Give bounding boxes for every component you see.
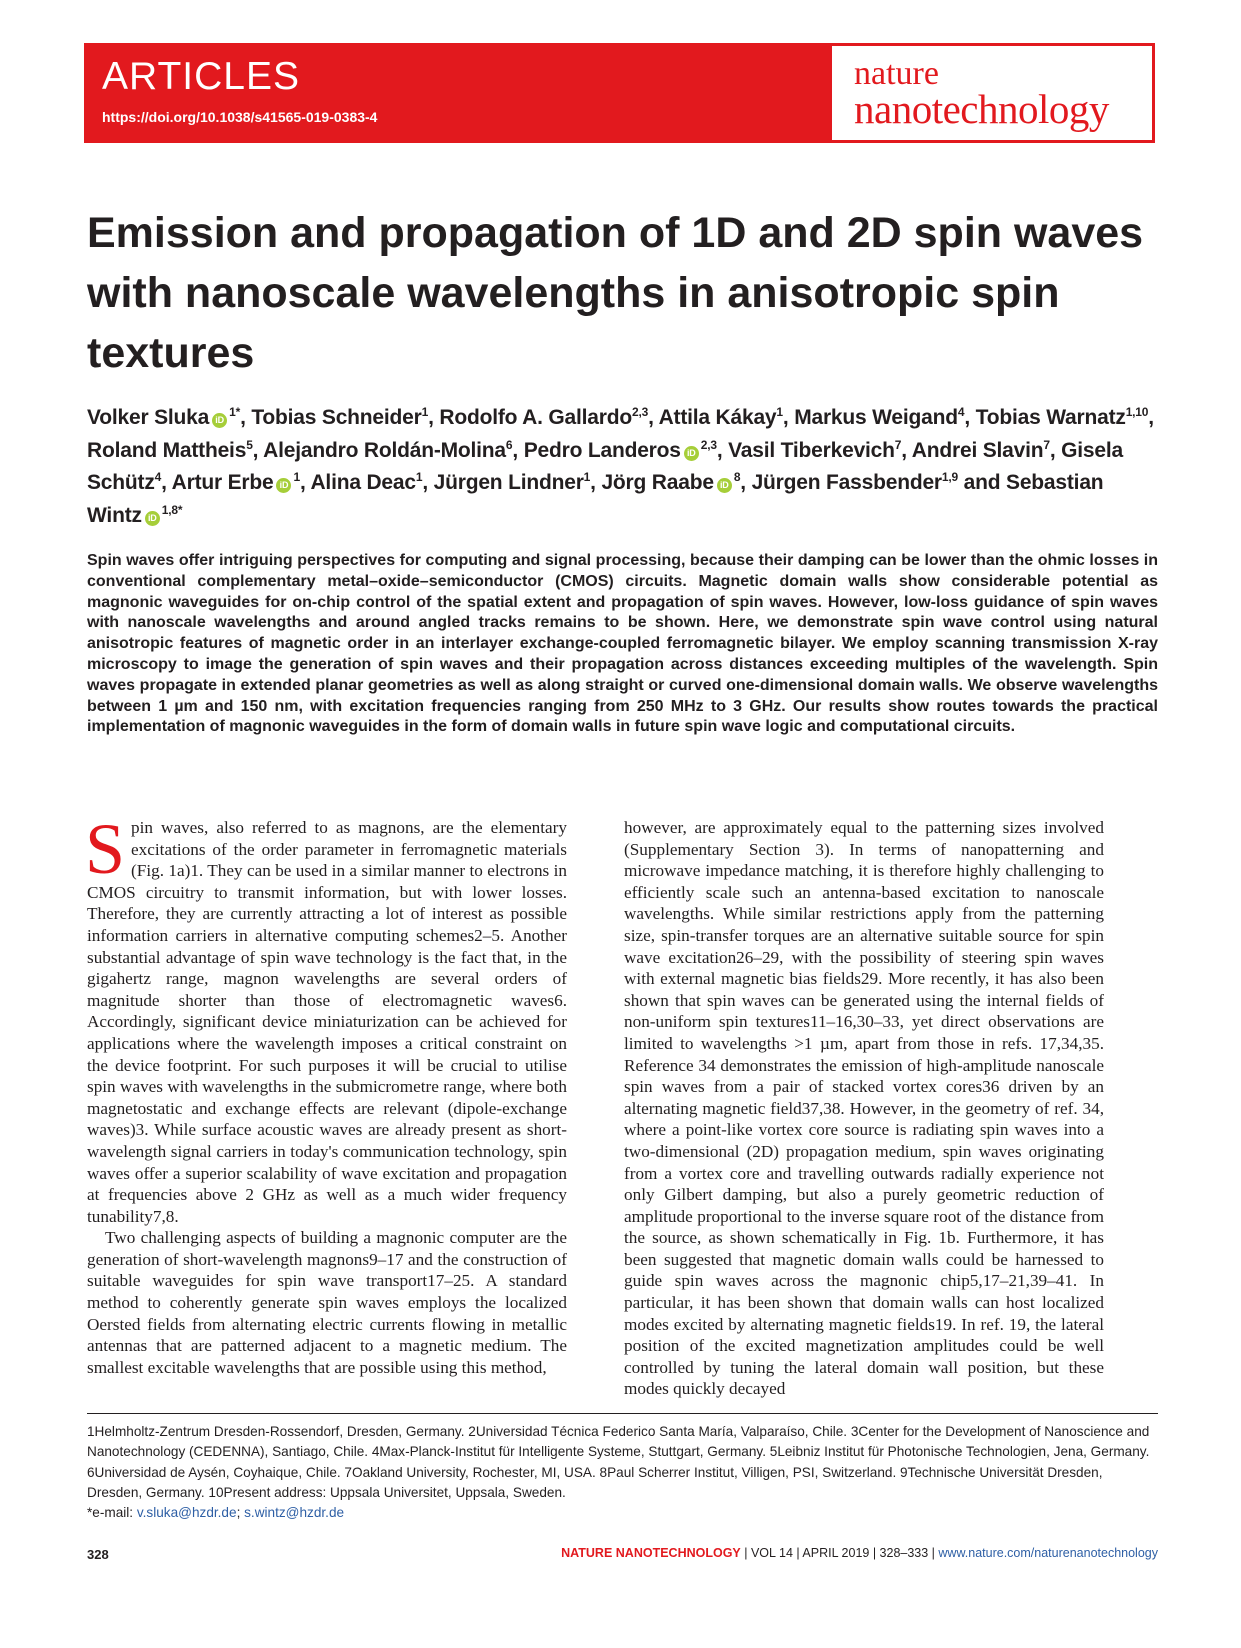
author-separator: , [1148, 406, 1154, 429]
author-name: Volker Sluka [87, 406, 210, 429]
author-separator: , [161, 471, 172, 494]
affiliation-superscript: 1* [229, 405, 241, 419]
author-item [251, 406, 428, 429]
author-item [794, 406, 964, 429]
header-banner [84, 43, 1155, 143]
author-separator: , [422, 471, 434, 494]
affiliation-superscript: 1,9 [941, 470, 958, 484]
section-label: ARTICLES [102, 55, 301, 98]
author-name: Roland Mattheis [87, 438, 247, 462]
author-name: Tobias Warnatz [975, 406, 1126, 429]
author-separator: , [428, 406, 440, 429]
author-separator: and [958, 471, 1007, 494]
corresponding-emails [87, 1503, 1158, 1523]
author-separator: , [964, 406, 976, 429]
orcid-icon[interactable]: iD [276, 478, 291, 493]
affiliation-superscript: 1 [421, 405, 429, 419]
article-title: Emission and propagation of 1D and 2D spin waves with nanoscale wavelengths in anisotropic spin textures [87, 209, 1144, 377]
email-label: *e-mail: [87, 1505, 137, 1521]
author-item [601, 471, 740, 494]
logo-line-nature: nature [854, 55, 939, 92]
author-separator: , [512, 438, 524, 462]
author-item [976, 406, 1149, 429]
author-name: Andrei Slavin [911, 438, 1044, 462]
affiliation-superscript: 4 [957, 405, 965, 419]
author-item [524, 439, 717, 462]
journal-url[interactable]: www.nature.com/naturenanotechnology [938, 1546, 1158, 1560]
author-item [87, 439, 253, 462]
author-name: Rodolfo A. Gallardo [439, 406, 632, 429]
author-separator: , [740, 471, 752, 494]
author-name: Alina Deac [310, 471, 416, 494]
author-separator: , [252, 438, 264, 462]
footnote-divider [87, 1413, 1158, 1414]
author-item [310, 471, 422, 494]
affiliation-superscript: 1 [293, 470, 300, 484]
orcid-icon[interactable]: iD [717, 478, 732, 493]
author-item [912, 439, 1050, 462]
paragraph-text: pin waves, also referred to as magnons, are the elementary excitations of the order parameter in ferromagnetic materials (Fig. 1a)1. They can be used in a similar manner to electrons in CMOS circuitry to transmit information, but with lower losses. Therefore, they are currently attracting a lot of interest as possible information carriers in alternative computing schemes2–5. Another substantial advantage of spin wave technology is the fact that, in the gigahertz range, magnon wavelengths are several orders of magnitude shorter than those of electromagnetic waves6. Accordingly, significant device miniaturization can be achieved for applications where the wavelength imposes a critical constraint on the device footprint. For such purposes it will be crucial to utilise spin waves with wavelengths in the submicrometre range, where both magnetostatic and exchange effects are relevant (dipole-exchange waves)3. While surface acoustic waves are already present as short-wavelength signal carriers in today's communication technology, spin waves offer a superior scalability of wave excitation and propagation at frequencies above 2 GHz as well as a much wider frequency tunability7,8. [87, 818, 567, 1226]
author-item [728, 439, 901, 462]
body-paragraph: Two challenging aspects of building a magnonic computer are the generation of short-wavelength magnons9–17 and the construction of suitable waveguides for spin wave transport17–25. A standard method to coherently generate spin waves employs the localized Oersted fields from alternating electric currents flowing in metallic antennas that are patterned adjacent to a magnetic medium. The smallest excitable wavelengths that are possible using this method, [87, 1228, 567, 1377]
footnotes [87, 1422, 1158, 1523]
body-column-right [624, 817, 1104, 1400]
author-separator: , [648, 406, 659, 429]
author-name: Pedro Landeros [523, 438, 681, 462]
author-separator: , [716, 438, 729, 462]
author-item [434, 471, 591, 494]
doi-link[interactable]: https://doi.org/10.1038/s41565-019-0383-4 [102, 109, 378, 125]
author-item [87, 406, 240, 429]
author-item [659, 406, 783, 429]
author-name: Vasil Tiberkevich [728, 438, 895, 462]
affiliation-superscript: 8 [733, 470, 741, 484]
body-column-left [85, 809, 567, 1378]
orcid-icon[interactable]: iD [212, 413, 227, 428]
affiliation-superscript: 7 [1043, 437, 1050, 452]
author-separator: , [1049, 438, 1062, 462]
email-separator: ; [236, 1505, 245, 1521]
author-name: Jörg Raabe [601, 471, 714, 494]
affiliation-superscript: 4 [154, 470, 162, 484]
body-paragraph [85, 809, 567, 1227]
drop-cap: S [85, 809, 126, 889]
author-item [752, 471, 958, 494]
author-separator: , [590, 471, 602, 494]
affiliations: 1Helmholtz-Zentrum Dresden-Rossendorf, Dresden, Germany. 2Universidad Técnica Federico Santa María, Valparaíso, Chile. 3Center for the Development of Nanoscience and Nanotechnology (CEDENNA), Santiago, Chile. 4Max-Planck-Institut für Intelligente Systeme, Stuttgart, Germany. 5Leibniz Institut für Photonische Technologien, Jena, Germany. 6Universidad de Aysén, Coyhaique, Chile. 7Oakland University, Rochester, MI, USA. 8Paul Scherrer Institut, Villigen, PSI, Switzerland. 9Technische Universität Dresden, Dresden, Germany. 10Present address: Uppsala Universitet, Uppsala, Sweden. [87, 1424, 1150, 1500]
author-separator: , [901, 438, 912, 462]
author-item [439, 406, 648, 429]
journal-footer [561, 1546, 1158, 1560]
email-link-sluka[interactable]: v.sluka@hzdr.de [136, 1505, 237, 1521]
issue-details: | VOL 14 | APRIL 2019 | 328–333 | [740, 1546, 939, 1560]
affiliation-superscript: 5 [246, 437, 253, 452]
author-separator: , [299, 471, 311, 494]
affiliation-superscript: 1 [415, 470, 423, 484]
author-name: Attila Kákay [658, 406, 777, 429]
orcid-icon[interactable]: iD [145, 511, 160, 526]
body-paragraph: however, are approximately equal to the patterning sizes involved (Supplementary Section 3). In terms of nanopatterning and microwave impedance matching, it is therefore highly challenging to efficiently scale such an antenna-based excitation to nanoscale wavelengths. While similar restrictions apply from the patterning size, spin-transfer torques are an alternative suitable source for spin wave excitation26–29, with the possibility of steering spin waves with external magnetic bias fields29. More recently, it has also been shown that spin waves can be generated using the internal fields of non-uniform spin textures11–16,30–33, yet direct observations are limited to wavelengths >1 µm, apart from those in refs. 17,34,35. Reference 34 demonstrates the emission of high-amplitude nanoscale spin waves from a pair of stacked vortex cores36 driven by an alternating magnetic field37,38. However, in the geometry of ref. 34, where a point-like vortex core source is radiating spin waves into a two-dimensional (2D) propagation medium, spin waves originating from a vortex core and travelling outwards radially experience not only Gilbert damping, but also a purely geometric reduction of amplitude proportional to the inverse square root of the distance from the source, as shown schematically in Fig. 1b. Furthermore, it has been suggested that magnetic domain walls could be harnessed to guide spin waves across the magnonic chip5,17–21,39–41. In particular, it has been shown that domain walls can host localized modes excited by alternating magnetic fields19. In ref. 19, the lateral position of the excited magnetization amplitudes could be well controlled by tuning the lateral domain wall position, but these modes quickly decayed [624, 818, 1104, 1399]
author-name: Artur Erbe [171, 471, 274, 494]
author-name: Sebastian Wintz [87, 471, 1104, 527]
journal-name: NATURE NANOTECHNOLOGY [561, 1546, 741, 1560]
affiliation-superscript: 2,3 [700, 437, 717, 452]
affiliation-superscript: 1 [776, 405, 783, 419]
author-item [172, 471, 300, 494]
author-list [87, 402, 1157, 532]
author-name: Alejandro Roldán-Molina [263, 438, 506, 462]
author-name: Tobias Schneider [251, 406, 422, 429]
affiliation-superscript: 1,8* [161, 502, 183, 517]
email-link-wintz[interactable]: s.wintz@hzdr.de [244, 1505, 345, 1521]
author-separator: , [782, 406, 795, 429]
author-item [263, 439, 512, 462]
affiliation-superscript: 2,3 [632, 405, 649, 419]
affiliation-superscript: 6 [505, 437, 513, 452]
orcid-icon[interactable]: iD [684, 446, 699, 461]
abstract: Spin waves offer intriguing perspectives for computing and signal processing, because their damping can be lower than the ohmic losses in conventional complementary metal–oxide–semiconductor (CMOS) circuits. Magnetic domain walls show considerable potential as magnonic waveguides for on-chip control of the spatial extent and propagation of spin waves. However, low-loss guidance of spin waves with nanoscale wavelengths and around angled tracks remains to be shown. Here, we demonstrate spin wave control using natural anisotropic features of magnetic order in an interlayer exchange-coupled ferromagnetic bilayer. We employ scanning transmission X-ray microscopy to image the generation of spin waves and their propagation across distances exceeding multiples of the wavelength. Spin waves propagate in extended planar geometries as well as along straight or curved one-dimensional domain walls. We observe wavelengths between 1 µm and 150 nm, with excitation frequencies ranging from 250 MHz to 3 GHz. Our results show routes towards the practical implementation of magnonic waveguides in the form of domain walls in future spin wave logic and computational circuits. [87, 552, 1158, 736]
affiliation-superscript: 1 [583, 470, 591, 484]
affiliation-superscript: 7 [894, 437, 902, 452]
author-separator: , [240, 406, 252, 429]
author-name: Markus Weigand [794, 406, 958, 429]
affiliation-superscript: 1,10 [1125, 405, 1149, 419]
journal-logo [832, 46, 1152, 140]
author-name: Gisela Schütz [87, 438, 1123, 494]
author-name: Jürgen Fassbender [751, 471, 942, 494]
page-number: 328 [87, 1547, 109, 1562]
author-name: Jürgen Lindner [433, 471, 584, 494]
logo-line-nanotechnology: nanotechnology [854, 86, 1109, 132]
